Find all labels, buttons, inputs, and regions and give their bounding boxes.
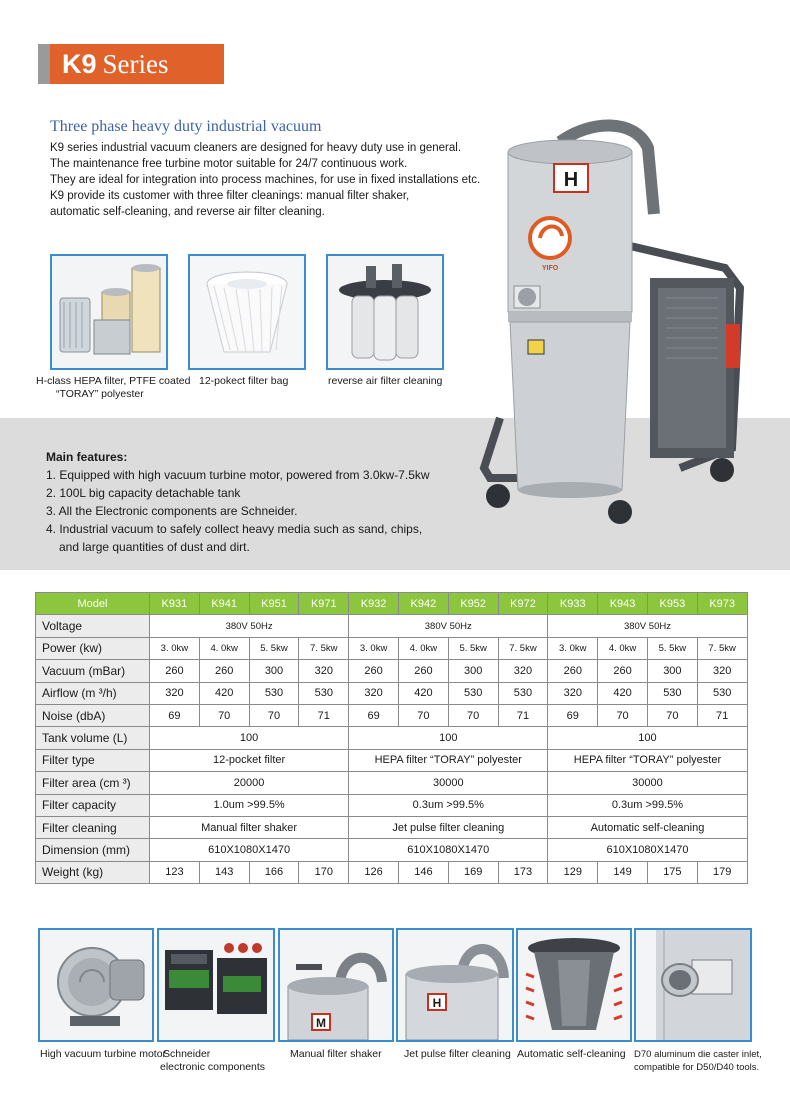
filter-cleaning-cell: Automatic self-cleaning [548, 816, 747, 838]
airflow-cell: 530 [448, 682, 498, 704]
feature-item: and large quantities of dust and dirt. [59, 540, 250, 554]
series-title [62, 44, 169, 84]
intro-line: K9 series industrial vacuum cleaners are designed for heavy duty use in general. [50, 142, 462, 154]
weight-cell: 169 [448, 861, 498, 883]
table-row [36, 794, 748, 816]
jet-mark: H [432, 996, 442, 1010]
noise-cell: 71 [498, 704, 548, 726]
row-label: Power (kw) [36, 637, 150, 659]
reverse-air-filter-image [326, 254, 444, 370]
dimension-cell: 610X1080X1470 [150, 839, 349, 861]
page-subtitle: Three phase heavy duty industrial vacuum [50, 118, 322, 135]
filter-type-cell: 12-pocket filter [150, 749, 349, 771]
weight-cell: 126 [349, 861, 399, 883]
filter-cleaning-cell: Jet pulse filter cleaning [349, 816, 548, 838]
intro-line: K9 provide its customer with three filter cleanings: manual filter shaker, [50, 190, 410, 202]
intro-text [50, 140, 481, 220]
product-vacuum-image [470, 118, 770, 558]
tank-filter-mark: H [563, 169, 579, 191]
noise-cell: 70 [199, 704, 249, 726]
dimension-cell: 610X1080X1470 [548, 839, 747, 861]
power-cell: 7. 5kw [299, 637, 349, 659]
filter-cleaning-cell: Manual filter shaker [150, 816, 349, 838]
row-label: Noise (dbA) [36, 704, 150, 726]
dimension-cell: 610X1080X1470 [349, 839, 548, 861]
noise-cell: 71 [697, 704, 747, 726]
features-title: Main features: [46, 450, 128, 464]
intro-line: The maintenance free turbine motor suitable for 24/7 continuous work. [50, 158, 408, 170]
power-cell: 7. 5kw [498, 637, 548, 659]
caption-line: compatible for D50/D40 tools. [634, 1062, 760, 1073]
series-code: K9 [62, 49, 97, 79]
contactor-icon [159, 930, 273, 1040]
weight-cell: 129 [548, 861, 598, 883]
table-row [36, 615, 748, 637]
row-label: Voltage [36, 615, 150, 637]
power-cell: 5. 5kw [448, 637, 498, 659]
turbine-motor-icon [40, 930, 152, 1040]
vacuum-cell: 320 [697, 660, 747, 682]
manual-shaker-caption: Manual filter shaker [290, 1048, 382, 1060]
airflow-cell: 530 [498, 682, 548, 704]
tank-cell: 100 [349, 727, 548, 749]
hepa-filter-icon [52, 256, 166, 368]
hepa-filter-caption [36, 375, 190, 401]
vacuum-cell: 260 [598, 660, 648, 682]
model-cell: K931 [150, 593, 200, 615]
noise-cell: 69 [349, 704, 399, 726]
filter-type-cell: HEPA filter “TORAY” polyester [548, 749, 747, 771]
caption-line: Schneider [163, 1048, 211, 1060]
vacuum-cell: 260 [548, 660, 598, 682]
weight-cell: 123 [150, 861, 200, 883]
weight-cell: 175 [647, 861, 697, 883]
tank-cell: 100 [548, 727, 747, 749]
tank-cell: 100 [150, 727, 349, 749]
airflow-cell: 420 [398, 682, 448, 704]
noise-cell: 71 [299, 704, 349, 726]
caption-line: electronic components [160, 1061, 266, 1073]
filter-area-cell: 30000 [548, 772, 747, 794]
vacuum-cell: 300 [448, 660, 498, 682]
caption-line: H-class HEPA filter, PTFE coated [36, 375, 191, 387]
weight-cell: 143 [199, 861, 249, 883]
power-cell: 3. 0kw [349, 637, 399, 659]
row-label: Filter capacity [36, 794, 150, 816]
vacuum-cell: 260 [349, 660, 399, 682]
filter-capacity-cell: 1.0um >99.5% [150, 794, 349, 816]
row-label: Filter type [36, 749, 150, 771]
self-cleaning-caption: Automatic self-cleaning [517, 1048, 626, 1060]
power-cell: 3. 0kw [548, 637, 598, 659]
vacuum-cell: 300 [249, 660, 299, 682]
model-cell: K973 [697, 593, 747, 615]
airflow-cell: 530 [249, 682, 299, 704]
feature-item: 3. All the Electronic components are Schneider. [46, 504, 298, 518]
vacuum-cell: 320 [299, 660, 349, 682]
model-cell: K933 [548, 593, 598, 615]
turbine-motor-image [38, 928, 154, 1042]
intro-line: They are ideal for integration into process machines, for use in fixed installations etc. [50, 174, 481, 186]
noise-cell: 69 [548, 704, 598, 726]
airflow-cell: 530 [299, 682, 349, 704]
reverse-air-filter-icon [328, 256, 442, 368]
model-cell: K932 [349, 593, 399, 615]
airflow-cell: 320 [349, 682, 399, 704]
power-cell: 4. 0kw [598, 637, 648, 659]
vacuum-cell: 260 [199, 660, 249, 682]
filter-area-cell: 20000 [150, 772, 349, 794]
power-cell: 4. 0kw [199, 637, 249, 659]
table-row [36, 727, 748, 749]
weight-cell: 149 [598, 861, 648, 883]
vacuum-cell: 260 [398, 660, 448, 682]
airflow-cell: 530 [697, 682, 747, 704]
self-cleaning-icon [518, 930, 630, 1040]
voltage-cell: 380V 50Hz [349, 615, 548, 637]
model-cell: K941 [199, 593, 249, 615]
row-label: Dimension (mm) [36, 839, 150, 861]
row-label: Tank volume (L) [36, 727, 150, 749]
power-cell: 7. 5kw [697, 637, 747, 659]
header-badge-shadow [38, 44, 50, 84]
features-list [46, 466, 430, 556]
inlet-caption [634, 1048, 762, 1074]
jet-pulse-icon [398, 930, 512, 1040]
feature-item: 1. Equipped with high vacuum turbine motor, powered from 3.0kw-7.5kw [46, 468, 430, 482]
series-word: Series [102, 49, 169, 79]
inlet-image [634, 928, 752, 1042]
hepa-filter-image [50, 254, 168, 370]
reverse-air-caption: reverse air filter cleaning [328, 375, 443, 387]
noise-cell: 70 [448, 704, 498, 726]
power-cell: 5. 5kw [647, 637, 697, 659]
filter-bag-icon [190, 256, 304, 368]
vacuum-cell: 260 [150, 660, 200, 682]
model-cell: K972 [498, 593, 548, 615]
noise-cell: 70 [647, 704, 697, 726]
table-row [36, 816, 748, 838]
table-row [36, 637, 748, 659]
model-cell: K953 [647, 593, 697, 615]
caption-line: “TORAY” polyester [56, 388, 144, 400]
manual-shaker-icon [280, 930, 392, 1040]
table-row [36, 660, 748, 682]
filter-area-cell: 30000 [349, 772, 548, 794]
airflow-cell: 320 [150, 682, 200, 704]
table-row [36, 839, 748, 861]
filter-bag-image [188, 254, 306, 370]
airflow-cell: 420 [598, 682, 648, 704]
weight-cell: 179 [697, 861, 747, 883]
model-cell: K971 [299, 593, 349, 615]
table-row [36, 704, 748, 726]
airflow-cell: 420 [199, 682, 249, 704]
power-cell: 5. 5kw [249, 637, 299, 659]
voltage-cell: 380V 50Hz [548, 615, 747, 637]
filter-capacity-cell: 0.3um >99.5% [349, 794, 548, 816]
filter-type-cell: HEPA filter “TORAY” polyester [349, 749, 548, 771]
model-cell: K952 [448, 593, 498, 615]
row-label: Filter area (cm ³) [36, 772, 150, 794]
model-cell: K951 [249, 593, 299, 615]
filter-capacity-cell: 0.3um >99.5% [548, 794, 747, 816]
weight-cell: 166 [249, 861, 299, 883]
table-row [36, 682, 748, 704]
intro-line: automatic self-cleaning, and reverse air filter cleaning. [50, 206, 325, 218]
weight-cell: 170 [299, 861, 349, 883]
feature-item: 4. Industrial vacuum to safely collect heavy media such as sand, chips, [46, 522, 423, 536]
manual-mark: M [316, 1016, 326, 1030]
schneider-caption [160, 1048, 266, 1074]
model-header: Model [36, 593, 150, 615]
row-label: Filter cleaning [36, 816, 150, 838]
self-cleaning-image [516, 928, 632, 1042]
noise-cell: 70 [249, 704, 299, 726]
model-cell: K943 [598, 593, 648, 615]
airflow-cell: 320 [548, 682, 598, 704]
row-label: Weight (kg) [36, 861, 150, 883]
filter-bag-caption: 12-pokect filter bag [199, 375, 289, 387]
airflow-cell: 530 [647, 682, 697, 704]
weight-cell: 146 [398, 861, 448, 883]
table-row [36, 772, 748, 794]
table-row [36, 749, 748, 771]
voltage-cell: 380V 50Hz [150, 615, 349, 637]
row-label: Airflow (m ³/h) [36, 682, 150, 704]
jet-pulse-caption: Jet pulse filter cleaning [404, 1048, 511, 1060]
vacuum-cell: 300 [647, 660, 697, 682]
table-row [36, 593, 748, 615]
brand-text: YIFO [541, 265, 559, 272]
spec-table [35, 592, 748, 884]
jet-pulse-image [396, 928, 514, 1042]
power-cell: 4. 0kw [398, 637, 448, 659]
weight-cell: 173 [498, 861, 548, 883]
noise-cell: 70 [598, 704, 648, 726]
caption-line: D70 aluminum die caster inlet, [634, 1049, 762, 1060]
power-cell: 3. 0kw [150, 637, 200, 659]
vacuum-cell: 320 [498, 660, 548, 682]
row-label: Vacuum (mBar) [36, 660, 150, 682]
inlet-icon [636, 930, 750, 1040]
noise-cell: 69 [150, 704, 200, 726]
noise-cell: 70 [398, 704, 448, 726]
manual-shaker-image [278, 928, 394, 1042]
schneider-components-image [157, 928, 275, 1042]
feature-item: 2. 100L big capacity detachable tank [46, 486, 241, 500]
model-cell: K942 [398, 593, 448, 615]
table-row [36, 861, 748, 883]
turbine-motor-caption: High vacuum turbine motor [40, 1048, 167, 1060]
